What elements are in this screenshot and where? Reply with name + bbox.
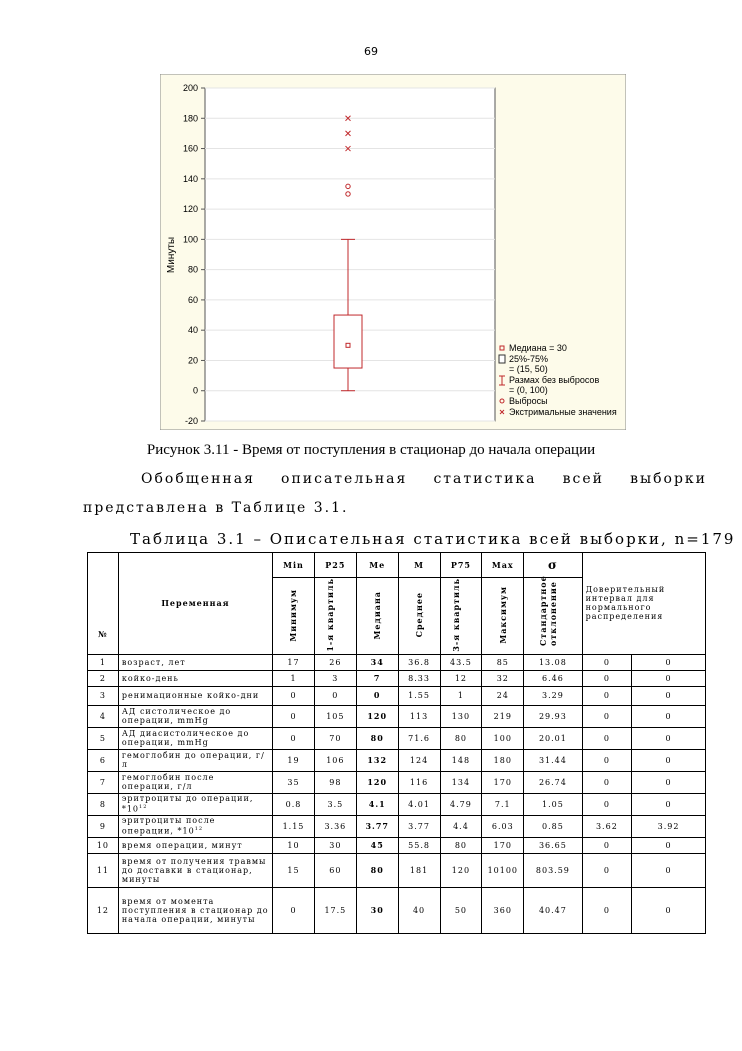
cell-ci-low: 0 [582,887,632,933]
cell-ci-low: 0 [582,670,632,686]
header-m-sub: Среднее [398,578,440,655]
header-p25-sub: 1-я квартиль [314,578,356,655]
cell-p25: 106 [314,749,356,771]
y-tick-label: -20 [184,416,198,426]
row-number: 5 [88,727,119,749]
cell-sd: 6.46 [524,670,582,686]
plot-area [205,88,495,421]
cell-sd: 3.29 [524,686,582,705]
cell-p25: 17.5 [314,887,356,933]
cell-min: 35 [273,771,315,793]
cell-p75: 130 [440,705,482,727]
row-variable: эритроциты после операции, $*10^{12}$ [118,815,272,837]
cell-max: 360 [482,887,524,933]
y-tick-label: 0 [192,385,198,396]
header-p75: P75 [440,553,482,578]
cell-max: 85 [482,654,524,670]
cell-min: 0 [273,727,315,749]
cell-m: 55.8 [398,837,440,853]
cell-p25: 3.5 [314,793,356,815]
figure-caption: Рисунок 3.11 - Время от поступления в стационар до начала операции [146,442,596,458]
legend-label: = (15, 50) [509,364,548,374]
cell-max: 170 [482,837,524,853]
row-variable: время от получения травмы до доставки в стационар, минуты [118,853,272,887]
table-row [88,771,706,793]
y-tick-label: 20 [187,355,198,366]
row-variable: возраст, лет [118,654,272,670]
page-number: 69 [364,45,378,58]
cell-min: 17 [273,654,315,670]
header-num: № [88,616,119,654]
header-me-sub: Медиана [356,578,398,655]
y-tick-label: 100 [182,234,198,245]
cell-p75: 80 [440,727,482,749]
cell-p75: 50 [440,887,482,933]
word: Обобщенная [141,471,255,487]
y-tick-label: 180 [182,113,198,124]
cell-sd: 31.44 [524,749,582,771]
cell-min: 1.15 [273,815,315,837]
row-variable: гемоглобин после операции, г/л [118,771,272,793]
y-tick-label: 40 [187,325,198,336]
cell-m: 8.33 [398,670,440,686]
row-variable: гемоглобин до операции, г/л [118,749,272,771]
legend-box-icon [499,355,505,363]
header-sigma: σ [524,553,582,578]
table-row [88,686,706,705]
row-number: 4 [88,705,119,727]
cell-me: 80 [356,853,398,887]
table-row [88,749,706,771]
paragraph-line-2: представлена в Таблице 3.1. [83,500,349,516]
cell-ci-high: 0 [632,670,706,686]
cell-sd: 36.65 [524,837,582,853]
table-row [88,887,706,933]
cell-ci-high: 0 [632,654,706,670]
cell-ci-low: 0 [582,853,632,887]
cell-max: 6.03 [482,815,524,837]
cell-ci-low: 0 [582,749,632,771]
row-number: 8 [88,793,119,815]
cell-sd: 803.59 [524,853,582,887]
y-tick-label: 200 [182,83,198,93]
cell-ci-high: 0 [632,793,706,815]
table-row [88,793,706,815]
statistics-table [87,552,706,934]
row-number: 3 [88,686,119,705]
header-me: Me [356,553,398,578]
cell-sd: 29.93 [524,705,582,727]
legend-label: = (0, 100) [509,385,548,395]
y-tick-label: 60 [187,294,198,305]
cell-me: 7 [356,670,398,686]
cell-max: 170 [482,771,524,793]
cell-m: 1.55 [398,686,440,705]
cell-p75: 12 [440,670,482,686]
y-tick-label: 80 [187,264,198,275]
header-min: Min [273,553,315,578]
cell-me: 4.1 [356,793,398,815]
header-variable: Переменная [118,553,272,655]
row-number: 2 [88,670,119,686]
header-max-sub: Максимум [482,578,524,655]
cell-p25: 3.36 [314,815,356,837]
header-num-empty [88,553,119,616]
cell-m: 71.6 [398,727,440,749]
table-row [88,654,706,670]
legend-label: Размах без выбросов [509,375,600,385]
cell-min: 0 [273,686,315,705]
header-max: Max [482,553,524,578]
cell-me: 0 [356,686,398,705]
exponent: 12 [139,804,148,811]
cell-p25: 3 [314,670,356,686]
cell-p25: 30 [314,837,356,853]
cell-min: 0 [273,887,315,933]
y-tick-label: 160 [182,143,198,154]
cell-ci-high: 3.92 [632,815,706,837]
cell-min: 1 [273,670,315,686]
row-variable: койко-день [118,670,272,686]
cell-min: 19 [273,749,315,771]
cell-min: 0.8 [273,793,315,815]
cell-max: 100 [482,727,524,749]
legend-label: 25%-75% [509,354,549,364]
cell-ci-low: 0 [582,686,632,705]
header-ci: Доверительный интервал для нормального распределения [582,553,705,655]
cell-max: 7.1 [482,793,524,815]
iqr-box [334,315,362,368]
cell-ci-high: 0 [632,837,706,853]
table-row [88,670,706,686]
row-variable: время операции, минут [118,837,272,853]
table-title: Таблица 3.1 – Описательная статистика всей выборки, n=179 [130,530,736,548]
legend-label: Медиана = 30 [509,343,567,353]
cell-ci-low: 0 [582,654,632,670]
cell-me: 132 [356,749,398,771]
cell-me: 30 [356,887,398,933]
cell-ci-low: 3.62 [582,815,632,837]
cell-p75: 43.5 [440,654,482,670]
table-row [88,853,706,887]
cell-max: 10100 [482,853,524,887]
cell-m: 36.8 [398,654,440,670]
cell-p75: 4.4 [440,815,482,837]
legend-item [500,407,617,417]
cell-ci-high: 0 [632,705,706,727]
cell-p25: 0 [314,686,356,705]
word: статистика [433,471,537,487]
table-row [88,837,706,853]
row-variable: АД систолическое до операции, mmHg [118,705,272,727]
cell-sd: 0.85 [524,815,582,837]
cell-ci-high: 0 [632,749,706,771]
cell-p25: 105 [314,705,356,727]
box-plot-chart [160,74,626,430]
cell-p25: 70 [314,727,356,749]
row-number: 10 [88,837,119,853]
cell-p25: 26 [314,654,356,670]
cell-ci-high: 0 [632,771,706,793]
y-tick-label: 140 [182,173,198,184]
cell-me: 3.77 [356,815,398,837]
cell-me: 120 [356,705,398,727]
cell-min: 10 [273,837,315,853]
cell-m: 181 [398,853,440,887]
cell-p75: 1 [440,686,482,705]
legend-label: Выбросы [509,396,548,406]
cell-me: 45 [356,837,398,853]
cell-max: 219 [482,705,524,727]
cell-m: 40 [398,887,440,933]
cell-me: 34 [356,654,398,670]
row-number: 12 [88,887,119,933]
cell-ci-high: 0 [632,686,706,705]
paragraph-line-1 [141,471,707,487]
cell-m: 4.01 [398,793,440,815]
cell-me: 120 [356,771,398,793]
table-body [88,654,706,933]
cell-min: 0 [273,705,315,727]
word: выборки [630,471,707,487]
cell-m: 113 [398,705,440,727]
y-tick-label: 120 [182,204,198,215]
cell-p25: 60 [314,853,356,887]
cell-ci-high: 0 [632,853,706,887]
header-p75-sub: 3-я квартиль [440,578,482,655]
row-number: 1 [88,654,119,670]
cell-sd: 26.74 [524,771,582,793]
row-variable: время от момента поступления в стационар до начала операции, минуты [118,887,272,933]
header-m: M [398,553,440,578]
cell-p75: 148 [440,749,482,771]
cell-p25: 98 [314,771,356,793]
row-number: 11 [88,853,119,887]
row-variable: ренимационные койко-дни [118,686,272,705]
cell-m: 3.77 [398,815,440,837]
cell-me: 80 [356,727,398,749]
header-min-sub: Минимум [273,578,315,655]
header-sigma-sub: Стандартное отклонение [524,578,582,655]
table-row [88,705,706,727]
cell-p75: 134 [440,771,482,793]
row-number: 6 [88,749,119,771]
legend-item [500,343,567,353]
cell-sd: 13.08 [524,654,582,670]
cell-ci-high: 0 [632,887,706,933]
cell-sd: 20.01 [524,727,582,749]
cell-max: 180 [482,749,524,771]
cell-m: 116 [398,771,440,793]
cell-sd: 1.05 [524,793,582,815]
cell-p75: 80 [440,837,482,853]
row-variable: АД диасистолическое до операции, mmHg [118,727,272,749]
cell-ci-high: 0 [632,727,706,749]
y-axis-label: Минуты [166,236,177,274]
row-number: 7 [88,771,119,793]
cell-max: 32 [482,670,524,686]
cell-ci-low: 0 [582,793,632,815]
cell-ci-low: 0 [582,705,632,727]
legend-label: Экстримальные значения [509,407,617,417]
header-p25: P25 [314,553,356,578]
row-number: 9 [88,815,119,837]
cell-ci-low: 0 [582,837,632,853]
cell-min: 15 [273,853,315,887]
table-row [88,815,706,837]
table-row [88,727,706,749]
cell-sd: 40.47 [524,887,582,933]
exponent: 12 [194,826,204,833]
cell-p75: 120 [440,853,482,887]
word: всей [562,471,604,487]
cell-max: 24 [482,686,524,705]
cell-ci-low: 0 [582,771,632,793]
cell-p75: 4.79 [440,793,482,815]
cell-m: 124 [398,749,440,771]
word: описательная [281,471,408,487]
cell-ci-low: 0 [582,727,632,749]
row-variable: эритроциты до операции, $*10^{12}$ [118,793,272,815]
